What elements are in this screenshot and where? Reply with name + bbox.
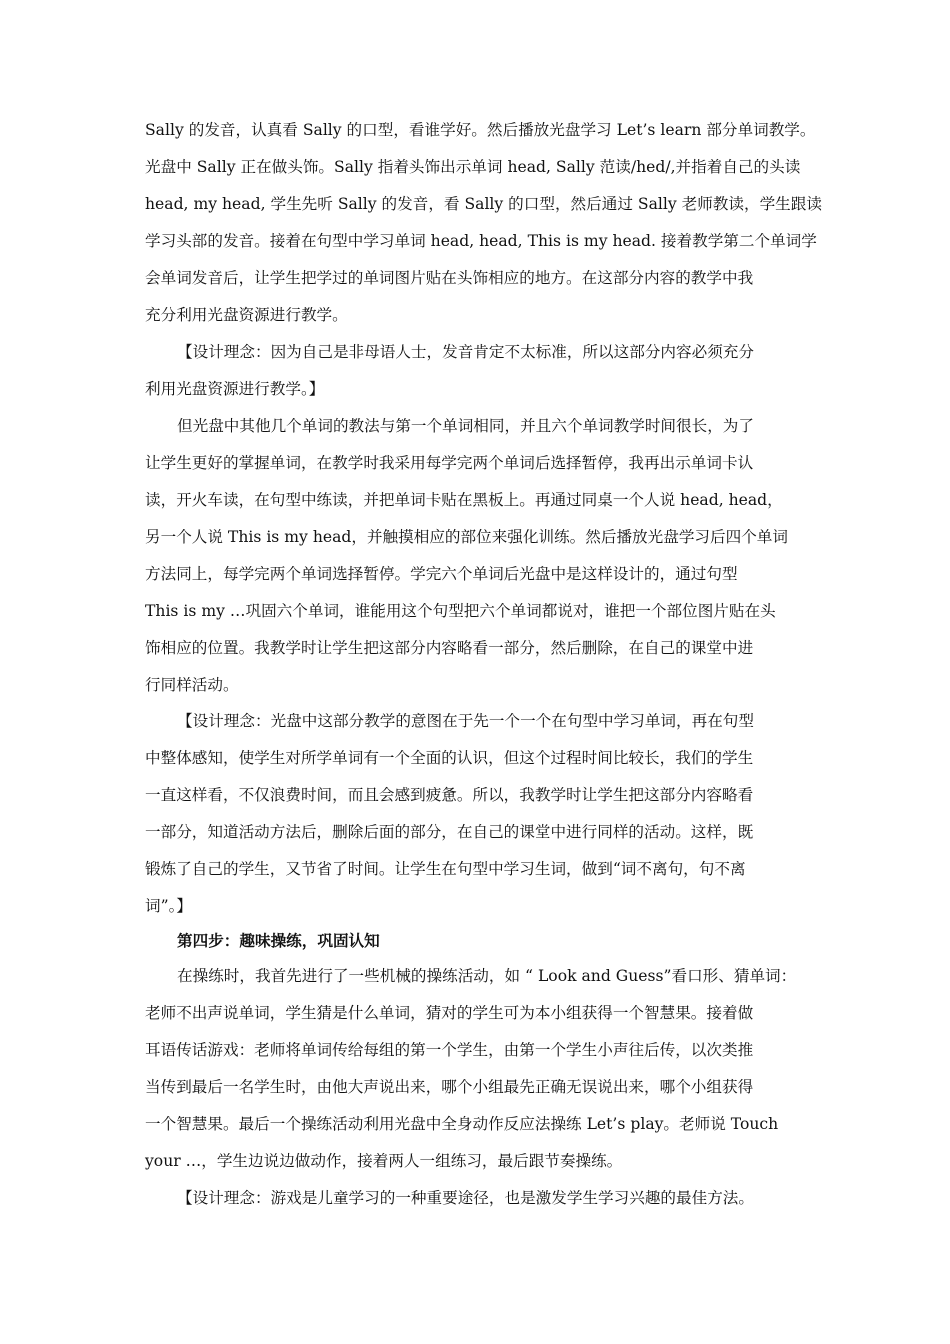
text-line: 当传到最后一名学生时，由他大声说出来，哪个小组最先正确无误说出来，哪个小组获得 [145,1078,754,1096]
design-note-line: 利用光盘资源进行教学。】 [145,380,325,398]
text-line: your …，学生边说边做动作，接着两人一组练习，最后跟节奏操练。 [145,1152,623,1170]
text-line: Sally 的发音，认真看 Sally 的口型，看谁学好。然后播放光盘学习 Let’s learn 部分单词教学。 [145,121,816,139]
design-note-line: 【设计理念：光盘中这部分教学的意图在于先一个一个在句型中学习单词，再在句型 [177,712,754,730]
text-line: 学习头部的发音。接着在句型中学习单词 head, head, This is my head. 接着教学第二个单词学 [145,232,817,250]
design-note-line: 【设计理念：因为自己是非母语人士，发音肯定不太标准，所以这部分内容必须充分 [177,343,754,361]
text-line: 另一个人说 This is my head，并触摸相应的部位来强化训练。然后播放光盘学习后四个单词 [145,528,788,546]
text-line: 在操练时，我首先进行了一些机械的操练活动，如 “ Look and Guess”看口形、猜单词： [177,967,797,985]
design-note-line: 词”。】 [145,897,192,915]
section-heading: 第四步：趣味操练，巩固认知 [177,931,380,950]
text-line: 一个智慧果。最后一个操练活动利用光盘中全身动作反应法操练 Let’s play。老师说 Touch [145,1115,779,1133]
text-line: 方法同上，每学完两个单词选择暂停。学完六个单词后光盘中是这样设计的，通过句型 [145,565,738,583]
text-line: This is my …巩固六个单词，谁能用这个句型把六个单词都说对，谁把一个部位图片贴在头 [145,602,776,620]
design-note-line: 中整体感知，使学生对所学单词有一个全面的认识，但这个过程时间比较长，我们的学生 [145,749,754,767]
design-note-line: 【设计理念：游戏是儿童学习的一种重要途径，也是激发学生学习兴趣的最佳方法。 [177,1189,754,1207]
text-line: 饰相应的位置。我教学时让学生把这部分内容略看一部分，然后删除，在自己的课堂中进 [145,639,754,657]
text-line: 耳语传话游戏：老师将单词传给每组的第一个学生，由第一个学生小声往后传，以次类推 [145,1041,754,1059]
text-line: 读，开火车读，在句型中练读，并把单词卡贴在黑板上。再通过同桌一个人说 head, head， [145,491,783,509]
text-line: 让学生更好的掌握单词，在教学时我采用每学完两个单词后选择暂停，我再出示单词卡认 [145,454,754,472]
text-line: head, my head, 学生先听 Sally 的发音，看 Sally 的口型，然后通过 Sally 老师教读，学生跟读 [145,195,822,213]
text-line: 老师不出声说单词，学生猜是什么单词，猜对的学生可为本小组获得一个智慧果。接着做 [145,1004,754,1022]
design-note-line: 一直这样看，不仅浪费时间，而且会感到疲惫。所以，我教学时让学生把这部分内容略看 [145,786,754,804]
design-note-line: 锻炼了自己的学生，又节省了时间。让学生在句型中学习生词，做到“词不离句，句不离 [145,860,746,878]
text-line: 会单词发音后，让学生把学过的单词图片贴在头饰相应的地方。在这部分内容的教学中我 [145,269,754,287]
text-line: 充分利用光盘资源进行教学。 [145,306,348,324]
design-note-line: 一部分，知道活动方法后，删除后面的部分，在自己的课堂中进行同样的活动。这样，既 [145,823,754,841]
text-line: 但光盘中其他几个单词的教法与第一个单词相同，并且六个单词教学时间很长，为了 [177,417,754,435]
text-line: 光盘中 Sally 正在做头饰。Sally 指着头饰出示单词 head, Sally 范读/hed/,并指着自己的头读 [145,158,801,176]
text-line: 行同样活动。 [145,676,239,694]
